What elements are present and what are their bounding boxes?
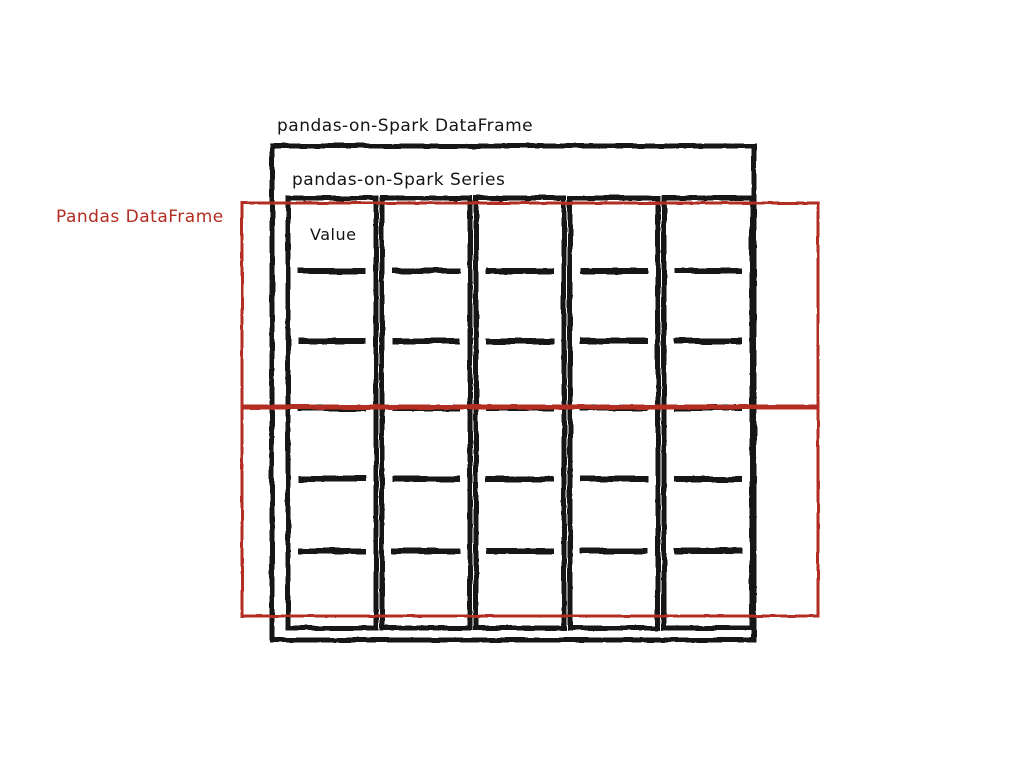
series-column-4 <box>570 198 658 628</box>
pandas-on-spark-series-label: pandas-on-Spark Series <box>292 170 506 190</box>
pandas-on-spark-dataframe-box <box>272 146 754 640</box>
series-column-2 <box>382 198 470 628</box>
value-column-label: Value <box>310 225 357 244</box>
pandas-dataframe-label: Pandas DataFrame <box>56 207 224 227</box>
series-column-5 <box>664 198 752 628</box>
row-dividers-group <box>298 271 742 551</box>
series-column-3 <box>476 198 564 628</box>
series-columns-group <box>288 198 752 628</box>
series-column-1 <box>288 198 376 628</box>
pandas-on-spark-dataframe-label: pandas-on-Spark DataFrame <box>277 116 534 136</box>
pandas-dataframe-box-2 <box>242 408 818 616</box>
pandas-dataframe-boxes <box>242 203 818 616</box>
